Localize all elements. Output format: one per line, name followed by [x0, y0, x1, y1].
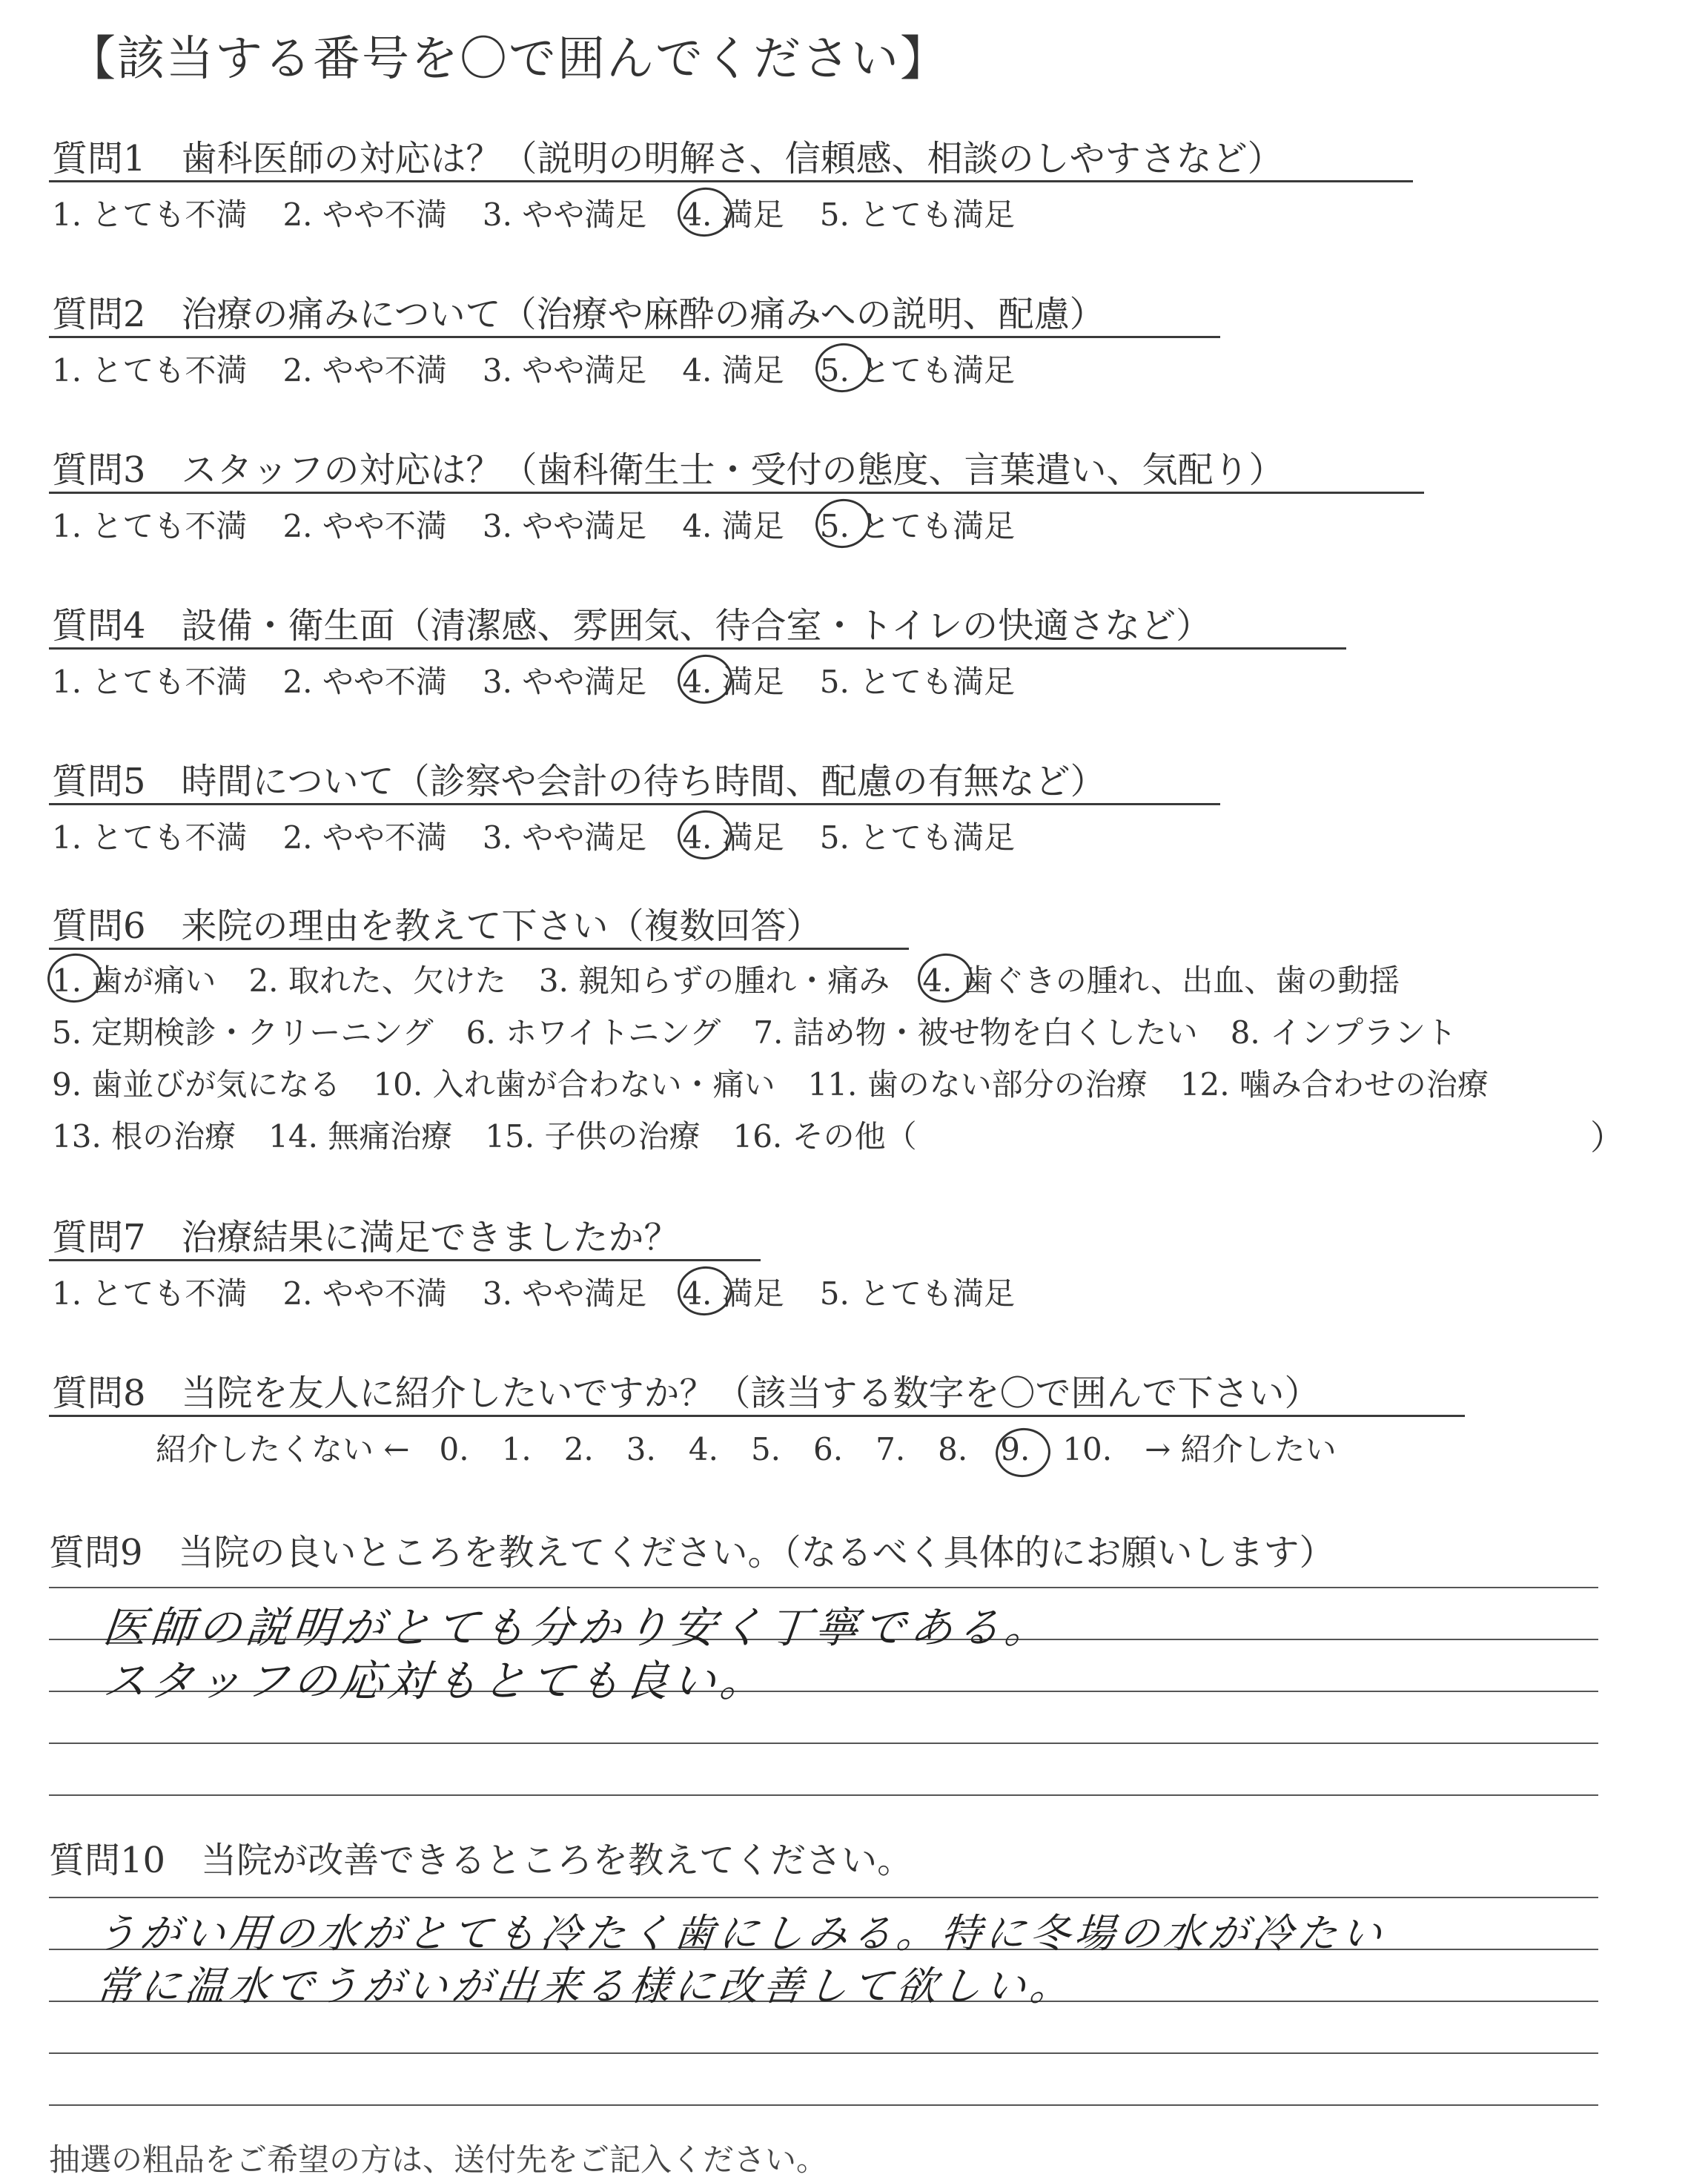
q3-option[interactable]: 4. 満足	[682, 508, 784, 544]
q4-option[interactable]: 1. とても不満	[52, 664, 248, 700]
q4-option-selected[interactable]: 4. 満足	[682, 658, 784, 702]
q2-option[interactable]: 4. 満足	[682, 352, 784, 389]
q8-scale-value[interactable]: 10.	[1062, 1431, 1113, 1467]
q7-option[interactable]: 5. とても満足	[819, 1275, 1016, 1312]
q5-underline	[49, 803, 1220, 805]
q9-answer-1: 医師の説明がとても分かり安く丁寧である。	[100, 1602, 1056, 1653]
q1-option-selected[interactable]: 4. 満足	[682, 191, 784, 235]
q2-option[interactable]: 1. とても不満	[52, 352, 248, 389]
q7-option[interactable]: 3. やや満足	[482, 1275, 647, 1312]
q1-option[interactable]: 5. とても満足	[819, 196, 1016, 233]
q6-option[interactable]: 7. 詰め物・被せ物を白くしたい	[753, 1014, 1198, 1051]
q2-title: 質問2 治療の痛みについて（治療や麻酔の痛みへの説明、配慮）	[52, 294, 1105, 335]
q8-title: 質問8 当院を友人に紹介したいですか？（該当する数字を〇で囲んで下さい）	[52, 1373, 1320, 1414]
q8-scale-value[interactable]: 7.	[875, 1431, 906, 1467]
q6-option[interactable]: 8. インプラント	[1230, 1014, 1457, 1051]
q5-option[interactable]: 1. とても不満	[52, 819, 248, 856]
q10-answer-1: うがい用の水がとても冷たく歯にしみる。特に冬場の水が冷たい	[93, 1910, 1388, 1957]
q2-underline	[49, 336, 1220, 338]
q6-option[interactable]: 9. 歯並びが気になる	[52, 1066, 341, 1103]
q5-option-selected[interactable]: 4. 満足	[682, 813, 784, 858]
q9-answer-2: スタッフの応対もとても良い。	[100, 1656, 771, 1706]
q7-option-selected[interactable]: 4. 満足	[682, 1269, 784, 1314]
q6-option[interactable]: 6. ホワイトニング	[466, 1014, 721, 1051]
q6-option[interactable]: 16. その他（	[732, 1118, 917, 1155]
q6-row	[52, 1008, 1489, 1053]
q8-scale-value-selected[interactable]: 9.	[1000, 1431, 1030, 1467]
q1-options	[52, 191, 1050, 235]
q6-option[interactable]: 2. 取れた、欠けた	[248, 962, 506, 999]
page-heading: 【該当する番号を〇で囲んでください】	[68, 32, 949, 87]
q3-option[interactable]: 1. とても不満	[52, 508, 248, 544]
q8-scale-value[interactable]: 8.	[938, 1431, 968, 1467]
q7-option[interactable]: 2. やや不満	[282, 1275, 447, 1312]
q1-option[interactable]: 1. とても不満	[52, 196, 248, 233]
q3-title: 質問3 スタッフの対応は？（歯科衛生士・受付の態度、言葉遣い、気配り）	[52, 449, 1285, 491]
q5-title: 質問5 時間について（診察や会計の待ち時間、配慮の有無など）	[52, 761, 1106, 802]
q8-underline	[49, 1415, 1465, 1417]
q5-options	[52, 813, 1050, 858]
q8-left-label: 紹介したくない ←	[156, 1431, 410, 1467]
q4-title: 質問4 設備・衛生面（清潔感、雰囲気、待合室・トイレの快適さなど）	[52, 605, 1212, 647]
q10-line-1	[49, 1897, 1598, 1898]
q6-option[interactable]: 10. 入れ歯が合わない・痛い	[373, 1066, 775, 1103]
q4-option[interactable]: 3. やや満足	[482, 664, 647, 700]
q6-row	[52, 1112, 950, 1157]
q1-option[interactable]: 3. やや満足	[482, 196, 647, 233]
q8-scale-value[interactable]: 6.	[813, 1431, 844, 1467]
q4-option[interactable]: 5. とても満足	[819, 664, 1016, 700]
q8-scale-value[interactable]: 1.	[501, 1431, 532, 1467]
q6-option-selected[interactable]: 1. 歯が痛い	[52, 957, 216, 1001]
q4-option[interactable]: 2. やや不満	[282, 664, 447, 700]
q6-option[interactable]: 3. 親知らずの腫れ・痛み	[538, 962, 890, 999]
q3-option[interactable]: 3. やや満足	[482, 508, 647, 544]
q2-option[interactable]: 3. やや満足	[482, 352, 647, 389]
q1-underline	[49, 180, 1413, 182]
q7-underline	[49, 1259, 761, 1261]
q6-option[interactable]: 5. 定期検診・クリーニング	[52, 1014, 434, 1051]
q5-option[interactable]: 2. やや不満	[282, 819, 447, 856]
q8-right-label: → 紹介したい	[1145, 1431, 1337, 1467]
q8-scale-value[interactable]: 2.	[563, 1431, 594, 1467]
q8-scale-value[interactable]: 0.	[439, 1431, 469, 1467]
q10-line-5	[49, 2104, 1598, 2106]
q8-scale-value[interactable]: 4.	[688, 1431, 718, 1467]
q6-title: 質問6 来院の理由を教えて下さい（複数回答）	[52, 905, 822, 947]
q10-title: 質問10 当院が改善できるところを教えてください。	[49, 1840, 913, 1881]
q6-option-selected[interactable]: 4. 歯ぐきの腫れ、出血、歯の動揺	[922, 957, 1400, 1001]
q6-underline	[49, 948, 909, 950]
q1-option[interactable]: 2. やや不満	[282, 196, 447, 233]
q7-option[interactable]: 1. とても不満	[52, 1275, 248, 1312]
footer-note: 抽選の粗品をご希望の方は、送付先をご記入ください。	[49, 2141, 828, 2178]
q3-option[interactable]: 2. やや不満	[282, 508, 447, 544]
q8-scale-value[interactable]: 3.	[626, 1431, 656, 1467]
q10-line-4	[49, 2052, 1598, 2054]
q8-scale-value[interactable]: 5.	[750, 1431, 781, 1467]
q6-option[interactable]: 13. 根の治療	[52, 1118, 236, 1155]
q2-option-selected[interactable]: 5. とても満足	[820, 346, 1015, 391]
q6-row	[52, 1060, 1521, 1105]
q6-option[interactable]: 15. 子供の治療	[485, 1118, 701, 1155]
q9-line-1	[49, 1587, 1598, 1588]
q8-scale	[156, 1425, 1337, 1470]
q5-option[interactable]: 5. とても満足	[819, 819, 1016, 856]
q2-option[interactable]: 2. やや不満	[282, 352, 447, 389]
q6-row	[52, 957, 1432, 1001]
q6-option[interactable]: 11. 歯のない部分の治療	[807, 1066, 1148, 1103]
q5-option[interactable]: 3. やや満足	[482, 819, 647, 856]
q4-options	[52, 658, 1050, 702]
q7-options	[52, 1269, 1050, 1314]
q4-underline	[49, 647, 1346, 650]
q3-underline	[49, 492, 1424, 494]
q10-answer-2: 常に温水でうがいが出来る様に改善して欲しい。	[93, 1963, 1077, 2009]
q3-options	[52, 502, 1050, 546]
q3-option-selected[interactable]: 5. とても満足	[820, 502, 1015, 546]
q9-line-5	[49, 1794, 1598, 1796]
q9-title: 質問9 当院の良いところを教えてください。（なるべく具体的にお願いします）	[49, 1532, 1335, 1573]
q2-options	[52, 346, 1050, 391]
q6-close-paren: ）	[1590, 1117, 1624, 1157]
q6-option[interactable]: 12. 噛み合わせの治療	[1179, 1066, 1489, 1103]
q7-title: 質問7 治療結果に満足できましたか？	[52, 1217, 680, 1258]
q9-line-4	[49, 1743, 1598, 1744]
q6-option[interactable]: 14. 無痛治療	[268, 1118, 453, 1155]
q1-title: 質問1 歯科医師の対応は？（説明の明解さ、信頼感、相談のしやすさなど）	[52, 138, 1283, 179]
